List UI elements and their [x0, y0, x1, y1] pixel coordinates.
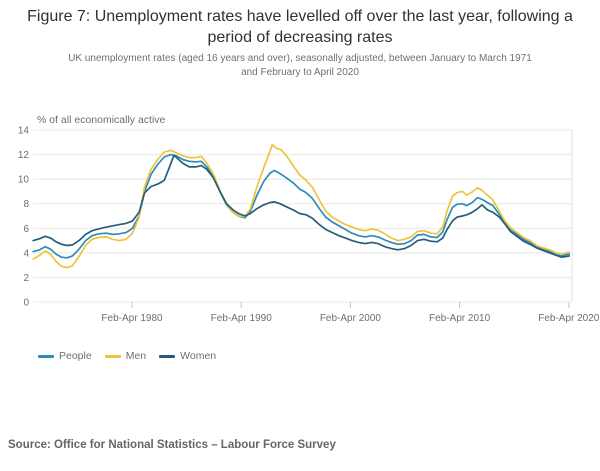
- x-tick-label: Feb-Apr 1980: [101, 313, 163, 324]
- y-axis-unit-label: % of all economically active: [37, 114, 166, 126]
- legend-label-men: Men: [125, 350, 147, 362]
- y-tick-label: 4: [23, 248, 29, 260]
- chart-legend: [38, 350, 216, 362]
- legend-label-people: People: [59, 350, 92, 362]
- y-tick-label: 14: [17, 125, 29, 137]
- x-tick-label: Feb-Apr 2010: [429, 313, 491, 324]
- chart-subtitle: UK unemployment rates (aged 16 years and over), seasonally adjusted, between January to March 1971 and February to April 2020: [68, 53, 532, 78]
- x-tick-label: Feb-Apr 2020: [538, 313, 600, 324]
- x-tick-label: Feb-Apr 2000: [319, 313, 381, 324]
- people-line-swatch: [38, 355, 54, 358]
- series-line-people: [33, 155, 569, 258]
- y-tick-label: 0: [23, 297, 29, 309]
- men-line-swatch: [105, 355, 121, 358]
- y-tick-label: 8: [23, 199, 29, 211]
- series-line-women: [33, 155, 569, 257]
- source-text: Source: Office for National Statistics – Labour Force Survey: [8, 439, 336, 451]
- y-tick-label: 10: [17, 174, 29, 186]
- x-tick-label: Feb-Apr 1990: [210, 313, 272, 324]
- y-tick-label: 6: [23, 223, 29, 235]
- legend-item-men: [105, 350, 146, 362]
- chart-title: Figure 7: Unemployment rates have levelled off over the last year, following a period of decreasing rates: [27, 8, 573, 46]
- y-tick-label: 12: [17, 150, 29, 162]
- legend-item-women: [159, 350, 216, 362]
- y-tick-label: 2: [23, 272, 29, 284]
- legend-item-people: [38, 350, 92, 362]
- series-line-men: [33, 145, 569, 268]
- women-line-swatch: [159, 355, 175, 358]
- legend-label-women: Women: [180, 350, 217, 362]
